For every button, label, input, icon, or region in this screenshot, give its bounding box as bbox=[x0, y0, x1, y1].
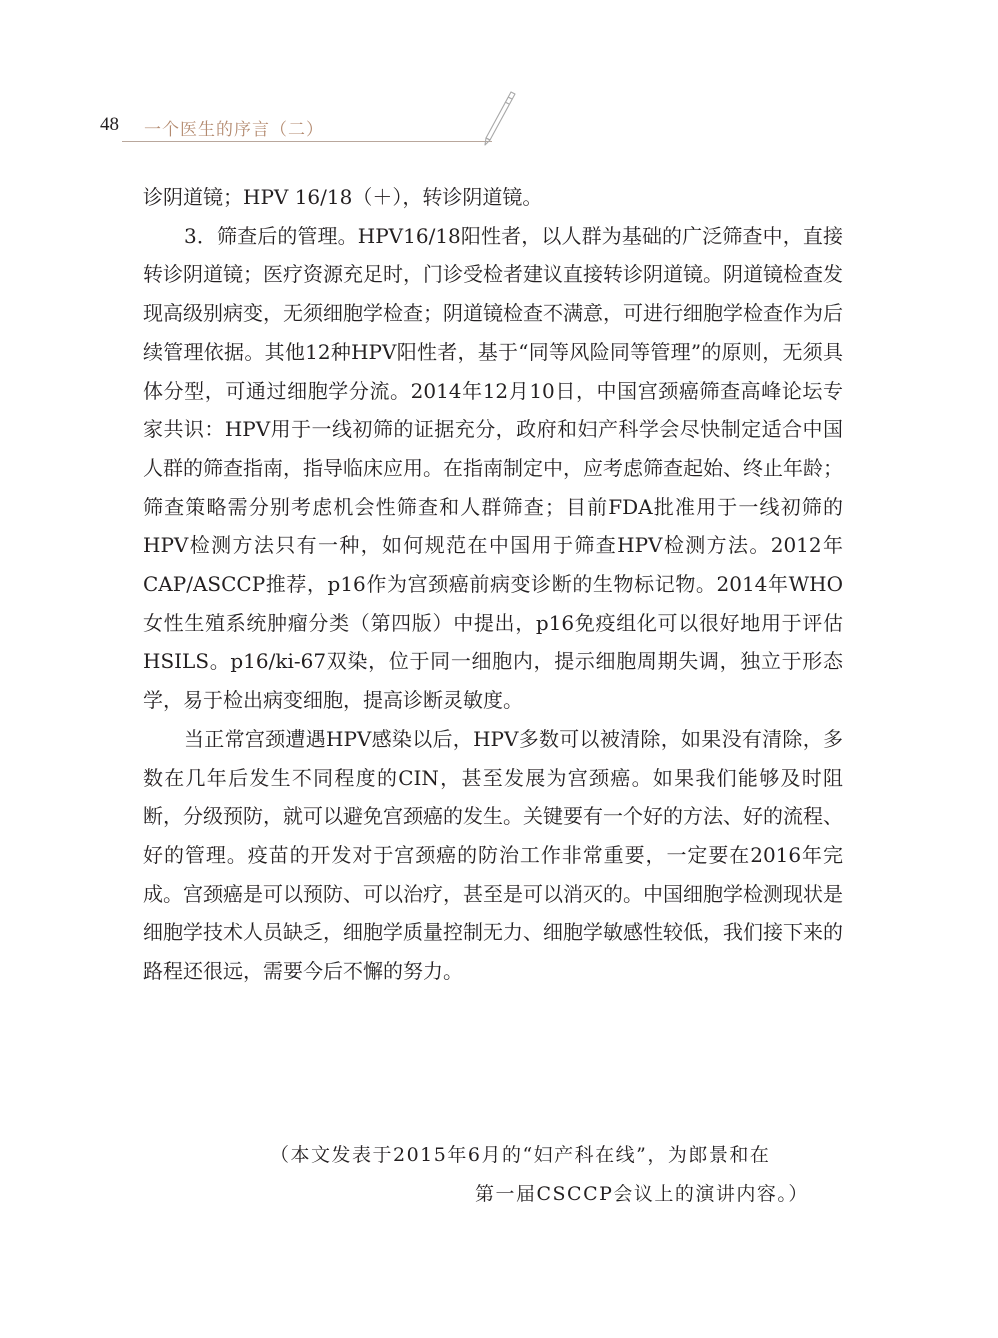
paragraph-3: 当正常宫颈遭遇HPV感染以后，HPV多数可以被清除，如果没有清除，多数在几年后发生不同程度的CIN，甚至发展为宫颈癌。如果我们能够及时阻断，分级预防，就可以避免宫颈癌的发生。关键要有一个好的方法、好的流程、好的管理。疫苗的开发对于宫颈癌的防治工作非常重要，一定要在2016年完成。宫颈癌是可以预防、可以治疗，甚至是可以消灭的。中国细胞学检测现状是细胞学技术人员缺乏，细胞学质量控制无力、细胞学敏感性较低，我们接下来的路程还很远，需要今后不懈的努力。 bbox=[143, 726, 843, 984]
source-note-line-1: （本文发表于2015年6月的“妇产科在线”，为郎景和在 bbox=[270, 1144, 771, 1166]
source-note-line-2: 第一届CSCCP会议上的演讲内容。） bbox=[475, 1183, 809, 1205]
paragraph-1: 诊阴道镜；HPV 16/18（＋），转诊阴道镜。 bbox=[143, 185, 543, 209]
body-text bbox=[143, 178, 843, 991]
page-number: 48 bbox=[100, 114, 119, 135]
source-note bbox=[270, 1136, 810, 1214]
pen-icon bbox=[478, 90, 518, 148]
paragraph-2: 3．筛查后的管理。HPV16/18阳性者，以人群为基础的广泛筛查中，直接转诊阴道镜；医疗资源充足时，门诊受检者建议直接转诊阴道镜。阴道镜检查发现高级别病变，无须细胞学检查；阴道镜检查不满意，可进行细胞学检查作为后续管理依据。其他12种HPV阳性者，基于“同等风险同等管理”的原则，无须具体分型，可通过细胞学分流。2014年12月10日，中国宫颈癌筛查高峰论坛专家共识：HPV用于一线初筛的证据充分，政府和妇产科学会尽快制定适合中国人群的筛查指南，指导临床应用。在指南制定中，应考虑筛查起始、终止年龄；筛查策略需分别考虑机会性筛查和人群筛查；目前FDA批准用于一线初筛的HPV检测方法只有一种，如何规范在中国用于筛查HPV检测方法。2012年CAP/ASCCP推荐，p16作为宫颈癌前病变诊断的生物标记物。2014年WHO女性生殖系统肿瘤分类（第四版）中提出，p16免疫组化可以很好地用于评估HSILS。p16/ki-67双染，位于同一细胞内，提示细胞周期失调，独立于形态学，易于检出病变细胞，提高诊断灵敏度。 bbox=[143, 223, 843, 713]
header-rule bbox=[122, 141, 492, 142]
running-title: 一个医生的序言（二） bbox=[144, 120, 324, 140]
page-header bbox=[100, 112, 520, 152]
